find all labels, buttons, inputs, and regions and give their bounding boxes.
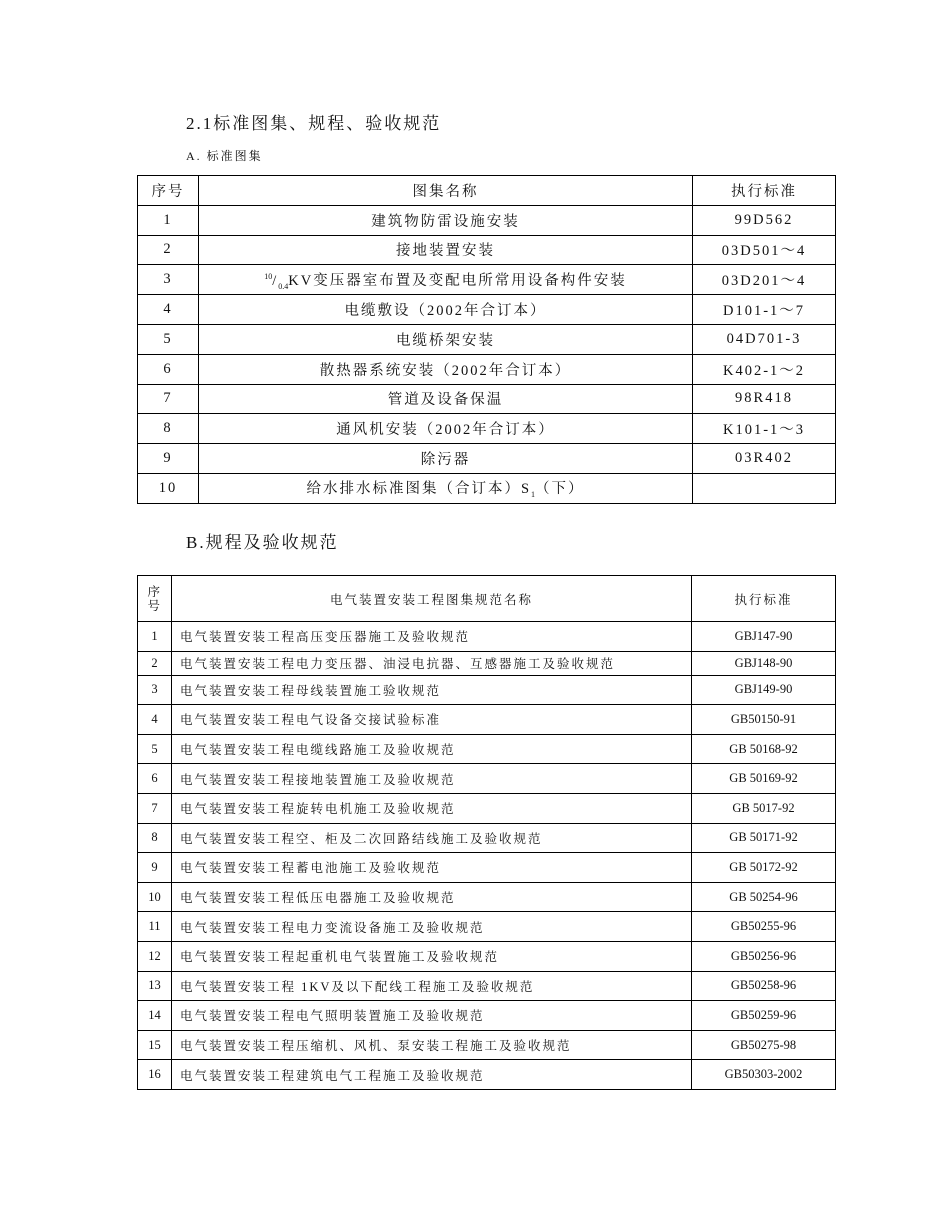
section-title: 2.1标准图集、规程、验收规范 — [186, 114, 442, 133]
row-standard: GB50150-91 — [692, 705, 836, 735]
row-name: 电气装置安装工程蓄电池施工及验收规范 — [172, 853, 692, 883]
voltage-sub: 0.4 — [278, 281, 289, 291]
table-row — [138, 823, 836, 853]
part-a-title: A. 标准图集 — [186, 149, 263, 163]
row-standard: GB 50169-92 — [692, 764, 836, 794]
row-standard: GB 50171-92 — [692, 823, 836, 853]
row-no: 7 — [138, 384, 199, 414]
row-standard: GBJ148-90 — [692, 651, 836, 675]
row-no: 6 — [138, 764, 172, 794]
row-name: 电缆敷设（2002年合订本） — [199, 295, 693, 325]
row-no: 8 — [138, 823, 172, 853]
table-row — [138, 1001, 836, 1031]
row-no: 4 — [138, 705, 172, 735]
row-standard: 03R402 — [693, 444, 836, 474]
table-row — [138, 764, 836, 794]
row-no: 3 — [138, 675, 172, 705]
row-name: 电气装置安装工程旋转电机施工及验收规范 — [172, 793, 692, 823]
table-row — [138, 705, 836, 735]
row-name: 电气装置安装工程电力变压器、油浸电抗器、互感器施工及验收规范 — [172, 651, 692, 675]
table-row — [138, 205, 836, 235]
table-row — [138, 651, 836, 675]
row-name: 电气装置安装工程压缩机、风机、泵安装工程施工及验收规范 — [172, 1030, 692, 1060]
row-no: 2 — [138, 651, 172, 675]
row-name: 电气装置安装工程电气照明装置施工及验收规范 — [172, 1001, 692, 1031]
row-name — [199, 473, 693, 503]
row-name: 电气装置安装工程 1KV及以下配线工程施工及验收规范 — [172, 971, 692, 1001]
row-no: 13 — [138, 971, 172, 1001]
table-row — [138, 882, 836, 912]
table-row — [138, 384, 836, 414]
row-standard: GBJ147-90 — [692, 622, 836, 652]
row-no: 11 — [138, 912, 172, 942]
voltage-sup: 10 — [264, 272, 273, 282]
table-header-row — [138, 176, 836, 206]
table-row — [138, 1060, 836, 1090]
row-no: 16 — [138, 1060, 172, 1090]
row-standard: GB 50172-92 — [692, 853, 836, 883]
table-row — [138, 265, 836, 295]
row-name: 电气装置安装工程空、柜及二次回路结线施工及验收规范 — [172, 823, 692, 853]
row-name: 电气装置安装工程电缆线路施工及验收规范 — [172, 734, 692, 764]
row-name: 电气装置安装工程母线装置施工验收规范 — [172, 675, 692, 705]
row-no: 1 — [138, 205, 199, 235]
row-no: 5 — [138, 734, 172, 764]
row-standard: D101-1～7 — [693, 295, 836, 325]
row-name: 电气装置安装工程电气设备交接试验标准 — [172, 705, 692, 735]
table-row — [138, 473, 836, 503]
part-b-title: B.规程及验收规范 — [186, 533, 339, 552]
row-name: 电气装置安装工程低压电器施工及验收规范 — [172, 882, 692, 912]
table-header-row — [138, 576, 836, 622]
row-no: 9 — [138, 444, 199, 474]
row-name: 接地装置安装 — [199, 235, 693, 265]
table-row — [138, 734, 836, 764]
row-standard: GB50259-96 — [692, 1001, 836, 1031]
table-row — [138, 354, 836, 384]
table-row — [138, 295, 836, 325]
row-name: 电气装置安装工程建筑电气工程施工及验收规范 — [172, 1060, 692, 1090]
header-standard: 执行标准 — [693, 176, 836, 206]
specification-table — [137, 575, 836, 1090]
series-sub: 1 — [531, 490, 536, 500]
table-row — [138, 971, 836, 1001]
table-row — [138, 414, 836, 444]
row-standard: K402-1～2 — [693, 354, 836, 384]
row-standard: GB50255-96 — [692, 912, 836, 942]
row-no: 6 — [138, 354, 199, 384]
header-name: 电气装置安装工程图集规范名称 — [172, 576, 692, 622]
row-name: 电气装置安装工程电力变流设备施工及验收规范 — [172, 912, 692, 942]
row-standard: GB 50168-92 — [692, 734, 836, 764]
row-name: 电气装置安装工程高压变压器施工及验收规范 — [172, 622, 692, 652]
table-row — [138, 235, 836, 265]
row-standard: K101-1～3 — [693, 414, 836, 444]
table-row — [138, 912, 836, 942]
row-standard: GB 50254-96 — [692, 882, 836, 912]
header-no: 序号 — [138, 176, 199, 206]
row-standard: GB50303-2002 — [692, 1060, 836, 1090]
row-name-text: 给水排水标准图集（合订本）S — [306, 481, 532, 498]
row-no: 3 — [138, 265, 199, 295]
row-name: 建筑物防雷设施安装 — [199, 205, 693, 235]
row-standard: 99D562 — [693, 205, 836, 235]
table-row — [138, 941, 836, 971]
row-standard: 03D501～4 — [693, 235, 836, 265]
row-no: 10 — [138, 473, 199, 503]
row-name: 散热器系统安装（2002年合订本） — [199, 354, 693, 384]
row-name: 通风机安装（2002年合订本） — [199, 414, 693, 444]
row-standard: 04D701-3 — [693, 324, 836, 354]
header-name: 图集名称 — [199, 176, 693, 206]
table-row — [138, 793, 836, 823]
row-no: 5 — [138, 324, 199, 354]
row-no: 8 — [138, 414, 199, 444]
row-no: 9 — [138, 853, 172, 883]
row-name: $^{10}/_{0.4}KV$变压器室布置及变配电所常用设备构件安装 — [199, 265, 693, 295]
row-no: 14 — [138, 1001, 172, 1031]
row-standard: GBJ149-90 — [692, 675, 836, 705]
row-no: 12 — [138, 941, 172, 971]
standard-atlas-table — [137, 175, 836, 504]
table-row — [138, 324, 836, 354]
row-name: 电气装置安装工程接地装置施工及验收规范 — [172, 764, 692, 794]
row-name-tail: （下） — [535, 481, 585, 498]
row-name: 管道及设备保温 — [199, 384, 693, 414]
row-name: 电缆桥架安装 — [199, 324, 693, 354]
row-no: 4 — [138, 295, 199, 325]
row-standard: GB50256-96 — [692, 941, 836, 971]
row-standard: GB50275-98 — [692, 1030, 836, 1060]
table-row — [138, 675, 836, 705]
row-name: 除污器 — [199, 444, 693, 474]
row-standard: GB 5017-92 — [692, 793, 836, 823]
table-row — [138, 622, 836, 652]
row-no: 2 — [138, 235, 199, 265]
row-standard: GB50258-96 — [692, 971, 836, 1001]
row-no: 1 — [138, 622, 172, 652]
row-standard: 98R418 — [693, 384, 836, 414]
row-standard — [693, 473, 836, 503]
row-name: 电气装置安装工程起重机电气装置施工及验收规范 — [172, 941, 692, 971]
header-no: 序号 — [138, 576, 172, 622]
row-name-text: KV变压器室布置及变配电所常用设备构件安装 — [288, 272, 627, 289]
header-standard: 执行标准 — [692, 576, 836, 622]
table-row — [138, 444, 836, 474]
row-no: 7 — [138, 793, 172, 823]
row-no: 10 — [138, 882, 172, 912]
row-standard: 03D201～4 — [693, 265, 836, 295]
table-row — [138, 1030, 836, 1060]
table-row — [138, 853, 836, 883]
row-no: 15 — [138, 1030, 172, 1060]
